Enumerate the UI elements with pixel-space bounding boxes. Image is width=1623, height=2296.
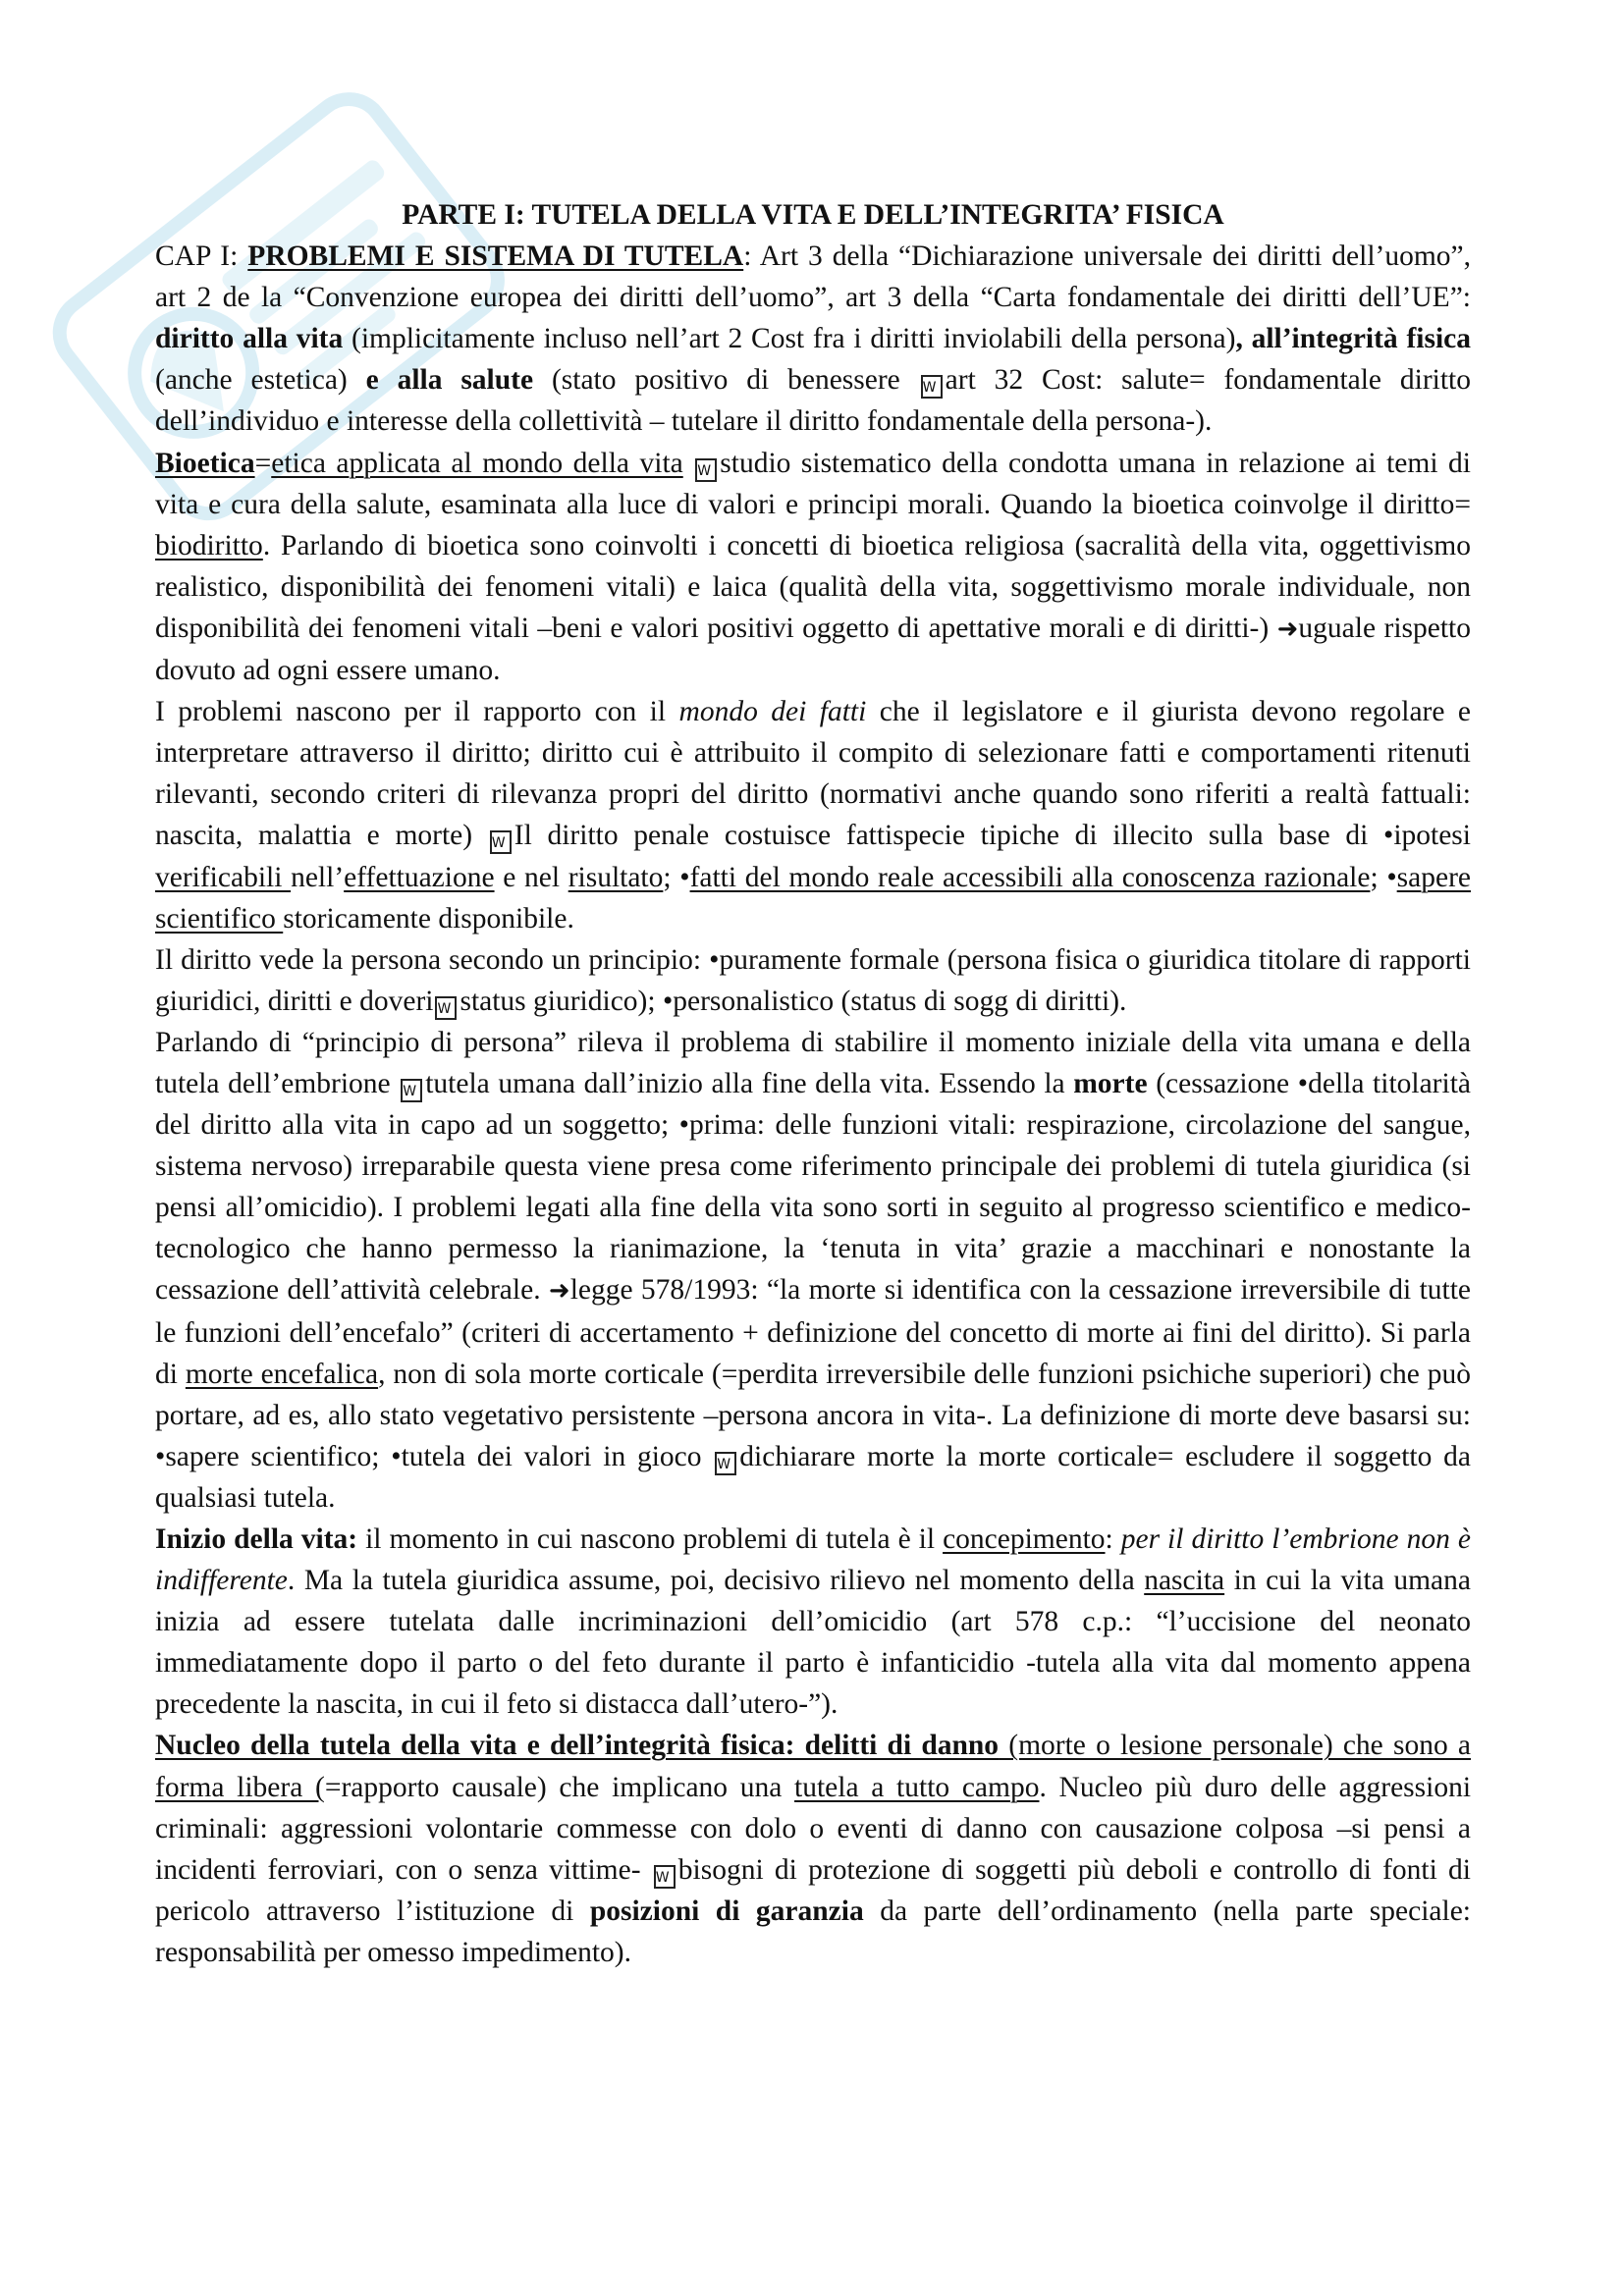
bold-term: morte	[1073, 1067, 1148, 1099]
boxed-symbol-icon: W	[695, 458, 717, 482]
underlined-term: fatti del mondo reale accessibili alla conoscenza razionale	[689, 861, 1371, 893]
text-run: uguale rispetto dovuto ad ogni essere umano.	[155, 612, 1471, 687]
bold-term: Bioetica	[155, 447, 255, 479]
text-run: e nel	[494, 861, 568, 893]
text-run: legge 578/1993: “la morte si identifica con la cessazione irreversibile di tutte le funzioni dell’encefalo” (criteri di accertamento + definizione del concetto di morte ai fini del diritto). Si parla di	[155, 1274, 1471, 1390]
text-run: da parte dell’ordinamento (nella parte speciale: responsabilità per omesso impedimento).	[155, 1895, 1471, 1968]
underlined-term: concepimento	[943, 1523, 1106, 1555]
text-run: I problemi nascono per il rapporto con il	[155, 696, 679, 728]
boxed-symbol-icon: W	[715, 1452, 736, 1475]
underlined-term: morte encefalica	[185, 1358, 379, 1390]
text-run: Parlando di “principio di persona” rileva il problema di stabilire il momento iniziale della vita umana e della tutela dell’embrione	[155, 1026, 1471, 1099]
underlined-term: tutela a tutto campo	[794, 1771, 1040, 1803]
underlined-term: biodiritto	[155, 529, 263, 561]
text-run: ; •	[1370, 861, 1397, 893]
text-run: art 32 Cost: salute= fondamentale diritto dell’individuo e interesse della collettività – tutelare il diritto fondamentale della persona-).	[155, 364, 1471, 438]
text-run: Il diritto vede la persona secondo un principio: •puramente formale (persona fisica o giuridica titolare di rapporti giuridici, diritti e doveri	[155, 943, 1471, 1017]
text-run: , non di sola morte corticale (=perdita irreversibile delle funzioni psichiche superiori) che può portare, ad es, allo stato vegetativo persistente –persona ancora in vita-. La definizione di morte deve basarsi su: •sapere scientifico; •tutela dei valori in gioco	[155, 1358, 1471, 1472]
chapter-title: PROBLEMI E SISTEMA DI TUTELA	[247, 240, 744, 273]
text-run: (stato positivo di benessere	[533, 364, 919, 397]
text-run	[683, 448, 694, 479]
italic-term: mondo dei fatti	[678, 696, 867, 728]
italic-term: per il diritto l’embrione non è indifferente	[155, 1523, 1471, 1597]
document-body	[155, 194, 1471, 1973]
text-run: in cui la vita umana inizia ad essere tutelata dalle incriminazioni dell’omicidio (art 578 c.p.: “l’uccisione del neonato immediatamente dopo il parto o del feto durante il parto è infanticidio -tutela alla vita dal momento appena precedente la nascita, in cui il feto si distacca dall’utero-”).	[155, 1565, 1471, 1721]
underlined-term: effettuazione	[344, 861, 495, 893]
bold-term: Nucleo della tutela della vita e dell’integrità fisica: delitti di danno	[155, 1730, 1000, 1762]
bold-term: diritto alla vita	[155, 323, 344, 355]
underlined-term: sapere scientifico	[155, 861, 1471, 934]
arrow-right-icon: ➜	[548, 1276, 570, 1307]
text-run: =	[254, 447, 272, 479]
text-run: storicamente disponibile.	[283, 902, 574, 934]
bold-term: posizioni di garanzia	[589, 1895, 864, 1927]
boxed-symbol-icon: W	[490, 830, 512, 854]
text-run: (implicitamente incluso nell’art 2 Cost fra i diritti inviolabili della persona)	[343, 323, 1236, 355]
text-run: (anche estetica)	[155, 364, 366, 397]
boxed-symbol-icon: W	[435, 996, 457, 1020]
text-run: bisogni di protezione di soggetti più deboli e controllo di fonti di pericolo attraverso l’istituzione di	[155, 1853, 1471, 1927]
boxed-symbol-icon: W	[401, 1079, 422, 1102]
boxed-symbol-icon: W	[921, 375, 943, 399]
text-run: . Nucleo più duro delle aggressioni criminali: aggressioni volontarie commesse con dolo o eventi di danno con causazione colposa –si pensi a incidenti ferroviari, con o senza vittime-	[155, 1771, 1472, 1886]
chapter-label: CAP I:	[155, 240, 248, 273]
page-title: PARTE I: TUTELA DELLA VITA E DELL’INTEGRITA’ FISICA	[402, 199, 1224, 231]
arrow-right-icon: ➜	[1276, 614, 1299, 644]
paragraph-principio-persona	[155, 1022, 1471, 1519]
paragraph-cap-i	[155, 236, 1471, 442]
text-run: :	[1105, 1523, 1121, 1555]
paragraph-persona	[155, 939, 1471, 1022]
paragraph-bioetica	[155, 443, 1471, 692]
underlined-term: etica applicata al mondo della vita	[271, 447, 683, 479]
bold-term: e alla salute	[365, 364, 534, 397]
underlined-term: (morte o lesione personale) che sono a forma libera (	[155, 1730, 1471, 1803]
text-run: : Art 3 della “Dichiarazione universale dei diritti dell’uomo”, art 2 de la “Convenzione europea dei diritti dell’uomo”, art 3 della “Carta fondamentale dei diritti dell’UE”:	[155, 240, 1472, 314]
boxed-symbol-icon: W	[654, 1865, 676, 1889]
text-run: . Ma la tutela giuridica assume, poi, decisivo rilievo nel momento della	[287, 1565, 1145, 1597]
text-run: =rapporto causale) che implicano una	[324, 1771, 795, 1803]
bold-term: , all’integrità fisica	[1235, 323, 1471, 355]
paragraph-problemi	[155, 691, 1471, 939]
text-run: tutela umana dall’inizio alla fine della vita. Essendo la	[425, 1067, 1074, 1099]
text-run: (cessazione •della titolarità del diritto alla vita in capo ad un soggetto; •prima: delle funzioni vitali: respirazione, circolazione del sangue, sistema nervoso) irreparabile questa viene presa come riferimento principale dei problemi di tutela giuridica (si pensi all’omicidio). I problemi legati alla fine della vita sono sorti in seguito al progresso scientifico e medico-tecnologico che hanno permesso la rianimazione, la ‘tenuta in vita’ grazie a macchinari e nonostante la cessazione dell’attività celebrale.	[155, 1067, 1471, 1307]
text-run: nell’	[291, 861, 345, 893]
underlined-term: nascita	[1144, 1565, 1225, 1597]
paragraph-inizio-vita	[155, 1519, 1471, 1725]
text-run: il momento in cui nascono problemi di tutela è il	[357, 1523, 944, 1555]
underlined-term: verificabili	[155, 861, 292, 893]
text-run: status giuridico); •personalistico (status di sogg di diritti).	[460, 985, 1127, 1017]
text-run: studio sistematico della condotta umana in relazione ai temi di vita e cura della salute, esaminata alla luce di valori e principi morali. Quando la bioetica coinvolge il diritto=	[155, 447, 1471, 520]
bold-term: Inizio della vita:	[155, 1523, 358, 1555]
text-run: che il legislatore e il giurista devono regolare e interpretare attraverso il diritto; diritto cui è attribuito il compito di selezionare fatti e comportamenti ritenuti rilevanti, secondo criteri di rilevanza propri del diritto (normativi anche quando sono riferiti a realtà fattuali: nascita, malattia e morte)	[155, 696, 1471, 852]
text-run: . Parlando di bioetica sono coinvolti i concetti di bioetica religiosa (sacralità della vita, oggettivismo realistico, disponibilità dei fenomeni vitali) e laica (qualità della vita, soggettivismo morale individuale, non disponibilità dei fenomeni vitali –beni e valori positivi oggetto di apettative morali e di diritti-)	[155, 529, 1471, 644]
text-run: dichiarare morte la morte corticale= escludere il soggetto da qualsiasi tutela.	[155, 1440, 1471, 1514]
text-run: Il diritto penale costuisce fattispecie tipiche di illecito sulla base di •ipotesi	[514, 820, 1471, 852]
text-run: ; •	[663, 861, 690, 893]
paragraph-nucleo-tutela	[155, 1725, 1471, 1973]
underlined-term: risultato	[568, 861, 664, 893]
